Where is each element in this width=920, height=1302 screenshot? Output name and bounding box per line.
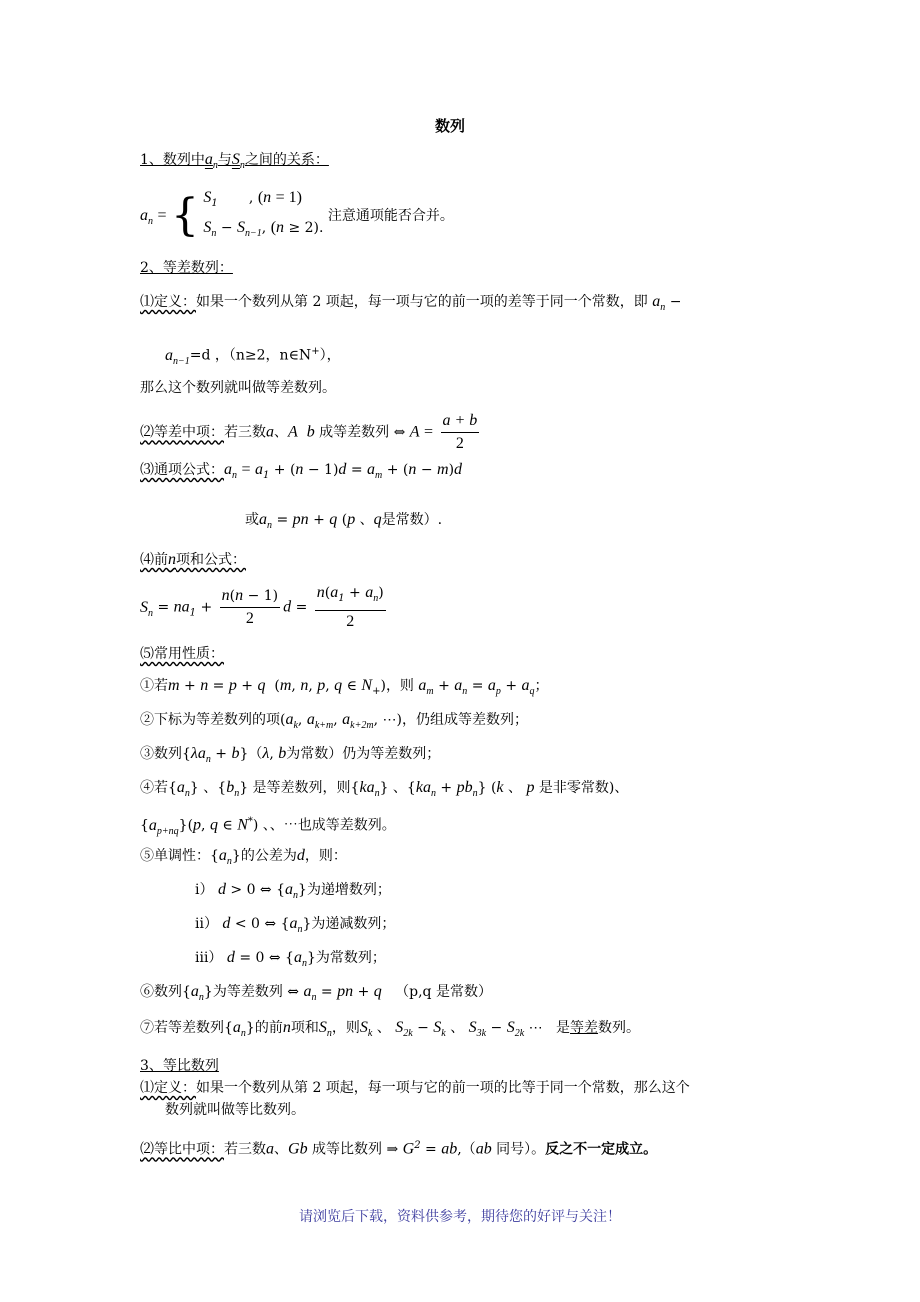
page-title: 数列 bbox=[435, 117, 466, 135]
ap-general-term: ⑶通项公式：$a_n = a_1 + (n - 1)d = a_m + (n - m)d$ bbox=[140, 461, 463, 482]
ap-middle-term: ⑵等差中项：若三数a、A b 成等差数列 ⇔ A = $\frac{a + b}{2}$ bbox=[140, 412, 478, 452]
an-sn-formula: $a_n$ = { $S_1$ , (n = 1) $S_n - S_{n-1}$, (n ≥ 2). 注意通项能否合并。 bbox=[140, 189, 454, 241]
ap-property-2: ②下标为等差数列的项($a_k$, $a_{k+m}$, $a_{k+2m}$, ⋯)，仍组成等差数列； bbox=[140, 711, 528, 732]
ap-definition-end: 那么这个数列就叫做等差数列。 bbox=[140, 380, 336, 396]
ap-property-5: ⑤单调性：$\{a_n\}$的公差为d，则： bbox=[140, 847, 347, 868]
ap-property-5-i: ⅰ） d > 0 ⇔ $\{a_n\}$为递增数列； bbox=[195, 881, 391, 902]
ap-property-6: ⑥数列$\{a_n\}$为等差数列 ⇔ $a_n$ = pn + q （p,q 是常数） bbox=[140, 983, 492, 1004]
ap-property-1: ①若m + n = p + q (m, n, p, q ∈ $N_+$)，则 $a_m + a_n = a_p + a_q$； bbox=[140, 677, 549, 698]
ap-definition-cont: $a_{n-1}=d$ ，（n≥2，n∈N+）， bbox=[165, 346, 341, 367]
footer-note: 请浏览后下载，资料供参考，期待您的好评与关注！ bbox=[299, 1209, 621, 1225]
section-3-heading: 3、等比数列 bbox=[140, 1058, 219, 1074]
ap-properties-heading: ⑸常用性质： bbox=[140, 646, 224, 662]
gp-definition-cont: 数列就叫做等比数列。 bbox=[165, 1102, 305, 1118]
ap-property-7: ⑦若等差数列$\{a_n\}$的前n项和$S_n$，则$S_k$ 、 $S_{2k} - S_k$ 、 $S_{3k} - S_{2k}$ ⋯ 是等差数列。 bbox=[140, 1019, 641, 1040]
gp-definition: ⑴定义：如果一个数列从第 2 项起，每一项与它的前一项的比等于同一个常数，那么这个 bbox=[140, 1080, 690, 1096]
ap-sum-formula: $S_n = na_1$ + $\frac{n(n - 1)}{2}$ d = $\frac{n(a_1 + a_n)}{2}$ bbox=[140, 584, 384, 631]
ap-sum-heading: ⑷前n项和公式： bbox=[140, 551, 246, 568]
ap-property-5-iii: ⅲ） d = 0 ⇔ $\{a_n\}$为常数列； bbox=[195, 949, 386, 970]
ap-property-3: ③数列$\{\lambda a_n + b\}(\lambda$, b为常数）仍为等差数列； bbox=[140, 745, 441, 766]
ap-general-term-alt: 或$a_n$ = pn + q (p 、q是常数）. bbox=[245, 511, 443, 532]
ap-property-5-ii: ⅱ） d < 0 ⇔ $\{a_n\}$为递减数列； bbox=[195, 915, 396, 936]
ap-property-4: ④若$\{a_n\}$ 、$\{b_n\}$ 是等差数列，则$\{ka_n\}$ 、$\{ka_n + pb_n\}$ (k 、 p 是非零常数)、 bbox=[140, 779, 629, 800]
ap-property-4-cont: $\{a_{p+nq}\}(p$, q ∈ N*) 、、⋯也成等差数列。 bbox=[140, 816, 396, 837]
gp-middle-term: ⑵等比中项：若三数a、Gb 成等比数列 ⇒ $G^2 = ab,(ab$ 同号）。反之不一定成立。 bbox=[140, 1140, 658, 1158]
section-1-heading: 1、数列中$a_n$与$S_n$之间的关系： bbox=[140, 151, 329, 172]
ap-definition: ⑴定义：如果一个数列从第 2 项起，每一项与它的前一项的差等于同一个常数，即 $a_n$ − bbox=[140, 293, 682, 314]
section-2-heading: 2、等差数列： bbox=[140, 260, 233, 276]
